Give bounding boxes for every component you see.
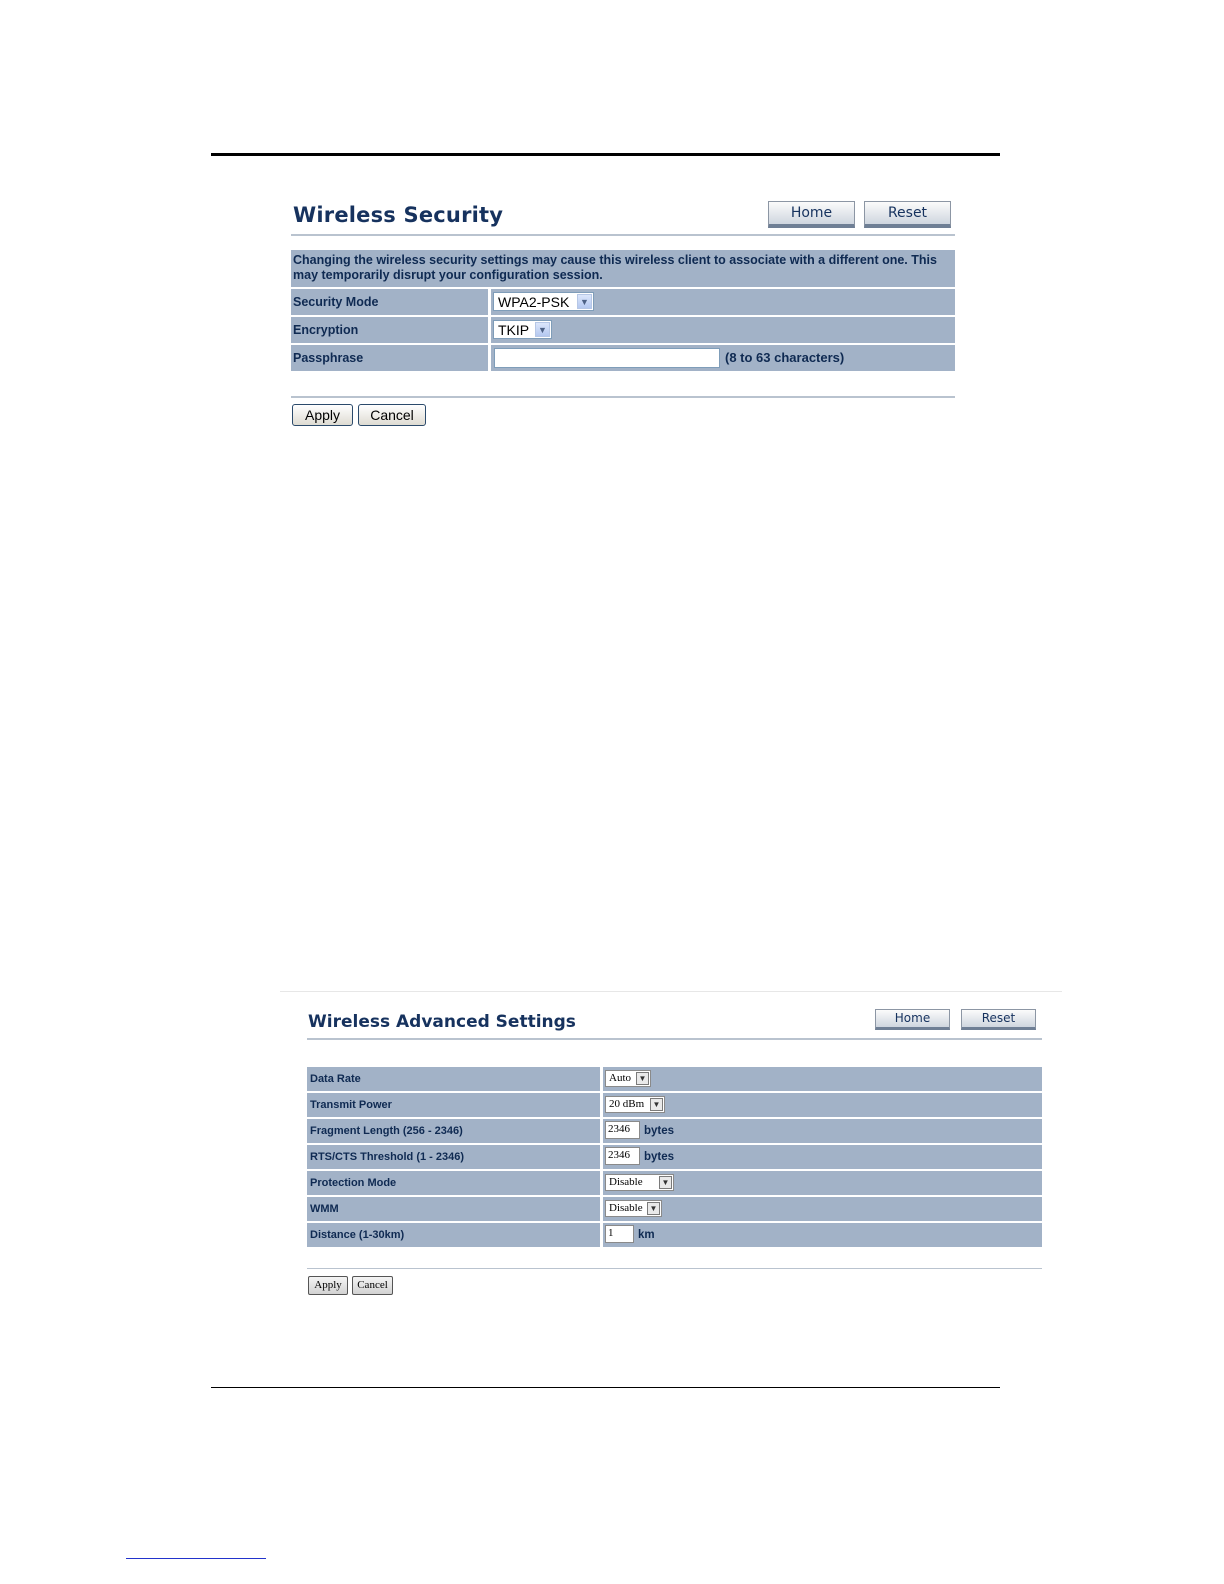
fragment-length-unit: bytes (644, 1125, 675, 1137)
passphrase-row (291, 345, 955, 371)
data-rate-value: Auto (609, 1072, 631, 1084)
security-warning-text: Changing the wireless security settings may cause this wireless client to associate with a different one. This may temporarily disrupt your configuration session. (291, 250, 955, 287)
apply-button[interactable]: Apply (308, 1276, 348, 1295)
wmm-value: Disable (609, 1202, 643, 1214)
title-divider (291, 234, 955, 236)
security-mode-row (291, 289, 955, 315)
transmit-power-label: Transmit Power (307, 1093, 600, 1117)
passphrase-label: Passphrase (291, 345, 488, 371)
fragment-length-input[interactable]: 2346 (605, 1121, 640, 1139)
encryption-row (291, 317, 955, 343)
home-button[interactable]: Home (875, 1009, 950, 1030)
reset-button[interactable]: Reset (961, 1009, 1036, 1030)
transmit-power-cell (603, 1093, 1042, 1117)
data-rate-select[interactable] (605, 1070, 651, 1087)
encryption-label: Encryption (291, 317, 488, 343)
data-rate-cell (603, 1067, 1042, 1091)
transmit-power-row (307, 1093, 1042, 1117)
distance-unit: km (638, 1229, 655, 1241)
security-mode-value: WPA2-PSK (498, 294, 570, 310)
rts-threshold-row (307, 1145, 1042, 1169)
encryption-select[interactable] (493, 320, 552, 339)
security-mode-select[interactable] (493, 292, 594, 311)
protection-mode-value: Disable (609, 1176, 643, 1188)
page-title: Wireless Advanced Settings (308, 1012, 576, 1032)
title-divider (307, 1038, 1042, 1040)
screenshot-frame (280, 991, 1062, 992)
encryption-cell (491, 317, 955, 343)
transmit-power-select[interactable] (605, 1096, 665, 1113)
wmm-select[interactable] (605, 1200, 662, 1217)
chevron-down-icon[interactable]: ▼ (636, 1072, 649, 1085)
cancel-button[interactable]: Cancel (352, 1276, 393, 1295)
data-rate-label: Data Rate (307, 1067, 600, 1091)
home-button[interactable]: Home (768, 201, 855, 228)
passphrase-cell (491, 345, 955, 371)
chevron-down-icon[interactable]: ▼ (577, 294, 592, 309)
page-header-rule (211, 153, 1000, 156)
form-divider (307, 1268, 1042, 1269)
page-title: Wireless Security (293, 203, 504, 227)
distance-cell (603, 1223, 1042, 1247)
distance-row (307, 1223, 1042, 1247)
fragment-length-label: Fragment Length (256 - 2346) (307, 1119, 600, 1143)
security-mode-cell (491, 289, 955, 315)
chevron-down-icon[interactable]: ▼ (650, 1098, 663, 1111)
distance-input[interactable]: 1 (605, 1225, 634, 1243)
footer-link-underline[interactable] (126, 1558, 266, 1559)
cancel-button[interactable]: Cancel (358, 404, 426, 426)
protection-mode-cell (603, 1171, 1042, 1195)
passphrase-input[interactable] (494, 348, 720, 368)
distance-label: Distance (1-30km) (307, 1223, 600, 1247)
data-rate-row (307, 1067, 1042, 1091)
protection-mode-row (307, 1171, 1042, 1195)
wmm-row (307, 1197, 1042, 1221)
apply-button[interactable]: Apply (292, 404, 353, 426)
chevron-down-icon[interactable]: ▼ (647, 1202, 660, 1215)
reset-button[interactable]: Reset (864, 201, 951, 228)
rts-threshold-unit: bytes (644, 1151, 675, 1163)
protection-mode-select[interactable] (605, 1174, 674, 1191)
fragment-length-row (307, 1119, 1042, 1143)
transmit-power-value: 20 dBm (609, 1098, 645, 1110)
page-footer-rule (211, 1387, 1000, 1388)
protection-mode-label: Protection Mode (307, 1171, 600, 1195)
wmm-cell (603, 1197, 1042, 1221)
security-mode-label: Security Mode (291, 289, 488, 315)
rts-threshold-input[interactable]: 2346 (605, 1147, 640, 1165)
passphrase-hint: (8 to 63 characters) (725, 350, 845, 365)
form-divider (291, 396, 955, 398)
rts-threshold-label: RTS/CTS Threshold (1 - 2346) (307, 1145, 600, 1169)
encryption-value: TKIP (498, 322, 530, 338)
fragment-length-cell (603, 1119, 1042, 1143)
chevron-down-icon[interactable]: ▼ (659, 1176, 672, 1189)
chevron-down-icon[interactable]: ▼ (535, 322, 550, 337)
wmm-label: WMM (307, 1197, 600, 1221)
rts-threshold-cell (603, 1145, 1042, 1169)
